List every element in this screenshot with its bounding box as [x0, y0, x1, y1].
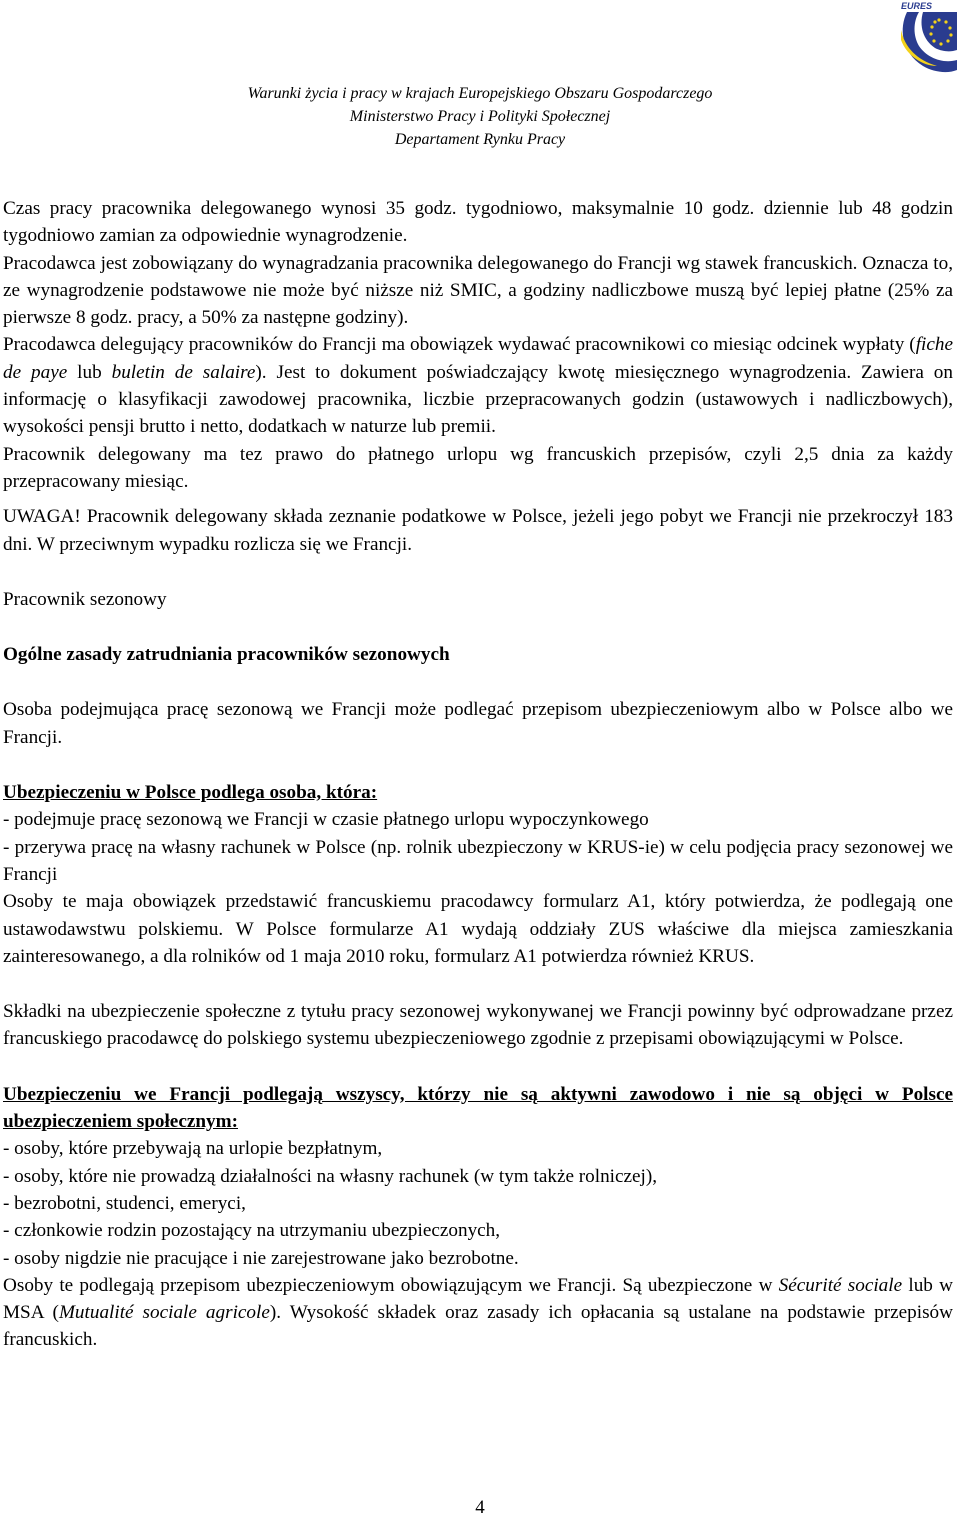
paragraph-insurance-choice: Osoba podejmująca pracę sezonową we Francji może podlegać przepisom ubezpieczeniowym albo w Polsce albo we Francji. [3, 699, 953, 748]
document-body [3, 195, 953, 1354]
warning-label: UWAGA! [3, 506, 81, 528]
list-item: - osoby nigdzie nie pracujące i nie zarejestrowane jako bezrobotne. [3, 1247, 519, 1269]
paragraph-payslip: Pracodawca delegujący pracowników do Francji ma obowiązek wydawać pracownikowi co miesiąc odcinek wypłaty (fiche de paye lub buletin de salaire). Jest to dokument poświadczający kwotę miesięcznego wynagrodzenia. Zawiera on informację o klasyfikacji zawodowej pracownika, liczbie przepracowanych godzin (ustawowych i nadliczbowych), wysokości pensji brutto i netto, dodatkach w naturze lub premii. [3, 334, 953, 438]
list-item: - osoby, które przebywają na urlopie bezpłatnym, [3, 1138, 383, 1160]
heading-insurance-poland: Ubezpieczeniu w Polsce podlega osoba, która: [3, 782, 378, 804]
paragraph-leave: Pracownik delegowany ma tez prawo do płatnego urlopu wg francuskich przepisów, czyli 2,5 dnia za każdy przepracowany miesiąc. [3, 443, 953, 492]
list-item: - podejmuje pracę sezonową we Francji w czasie płatnego urlopu wypoczynkowego [3, 809, 649, 831]
header-line-2: Ministerstwo Pracy i Polityki Społecznej [349, 108, 611, 125]
paragraph-contributions: Składki na ubezpieczenie społeczne z tytułu pracy sezonowej wykonywanej we Francji powinny być odprowadzane przez francuskiego pracodawcę do polskiego systemu ubezpieczeniowego zgodnie z przepisami obowiązującymi w Polsce. [3, 1001, 953, 1050]
eures-logo-icon [893, 0, 960, 78]
document-header [0, 82, 960, 151]
list-item: - przerywa pracę na własny rachunek w Polsce (np. rolnik ubezpieczony w KRUS-ie) w celu podjęcia pracy sezonowej we Francji [3, 836, 953, 885]
paragraph-wages: Pracodawca jest zobowiązany do wynagradzania pracownika delegowanego do Francji wg stawek francuskich. Oznacza to, ze wynagrodzenie podstawowe nie może być niższe niż SMIC, a godziny nadliczbowe muszą być lepiej płatne (25% za pierwsze 8 godz. pracy, a 50% za następne godziny). [3, 252, 953, 329]
list-item: - członkowie rodzin pozostający na utrzymaniu ubezpieczonych, [3, 1220, 501, 1242]
header-line-1: Warunki życia i pracy w krajach Europejskiego Obszaru Gospodarczego [247, 85, 713, 102]
logo-text: EURES [901, 1, 933, 11]
section-title-general-rules: Ogólne zasady zatrudniania pracowników sezonowych [3, 644, 450, 666]
section-title-seasonal-worker: Pracownik sezonowy [3, 588, 167, 610]
list-item: - bezrobotni, studenci, emeryci, [3, 1192, 246, 1214]
heading-insurance-france: Ubezpieczeniu we Francji podlegają wszyscy, którzy nie są aktywni zawodowo i nie są objęci w Polsce ubezpieczeniem społecznym: [3, 1083, 953, 1133]
paragraph-french-insurance: Osoby te podlegają przepisom ubezpieczeniowym obowiązującym we Francji. Są ubezpieczone w Sécurité sociale lub w MSA (Mutualité sociale agricole). Wysokość składek oraz zasady ich opłacania są ustalane na podstawie przepisów francuskich. [3, 1274, 953, 1351]
page-number: 4 [475, 1497, 485, 1518]
paragraph-form-a1: Osoby te maja obowiązek przedstawić francuskiemu pracodawcy formularz A1, który potwierdza, że podlegają one ustawodawstwu polskiemu. W Polsce formularze A1 wydają oddziały ZUS właściwe dla miejsca zamieszkania zainteresowanego, a dla rolników od 1 maja 2010 roku, formularz A1 potwierdza również KRUS. [3, 891, 953, 967]
list-item: - osoby, które nie prowadzą działalności na własny rachunek (w tym także rolniczej), [3, 1165, 658, 1187]
paragraph-working-time: Czas pracy pracownika delegowanego wynosi 35 godz. tygodniowo, maksymalnie 10 godz. dziennie lub 48 godzin tygodniowo zamian za odpowiednie wynagrodzenie. [3, 198, 953, 247]
paragraph-warning: UWAGA! Pracownik delegowany składa zeznanie podatkowe w Polsce, jeżeli jego pobyt we Francji nie przekroczył 183 dni. W przeciwnym wypadku rozlicza się we Francji. [3, 506, 953, 555]
header-line-3: Departament Rynku Pracy [394, 131, 566, 148]
